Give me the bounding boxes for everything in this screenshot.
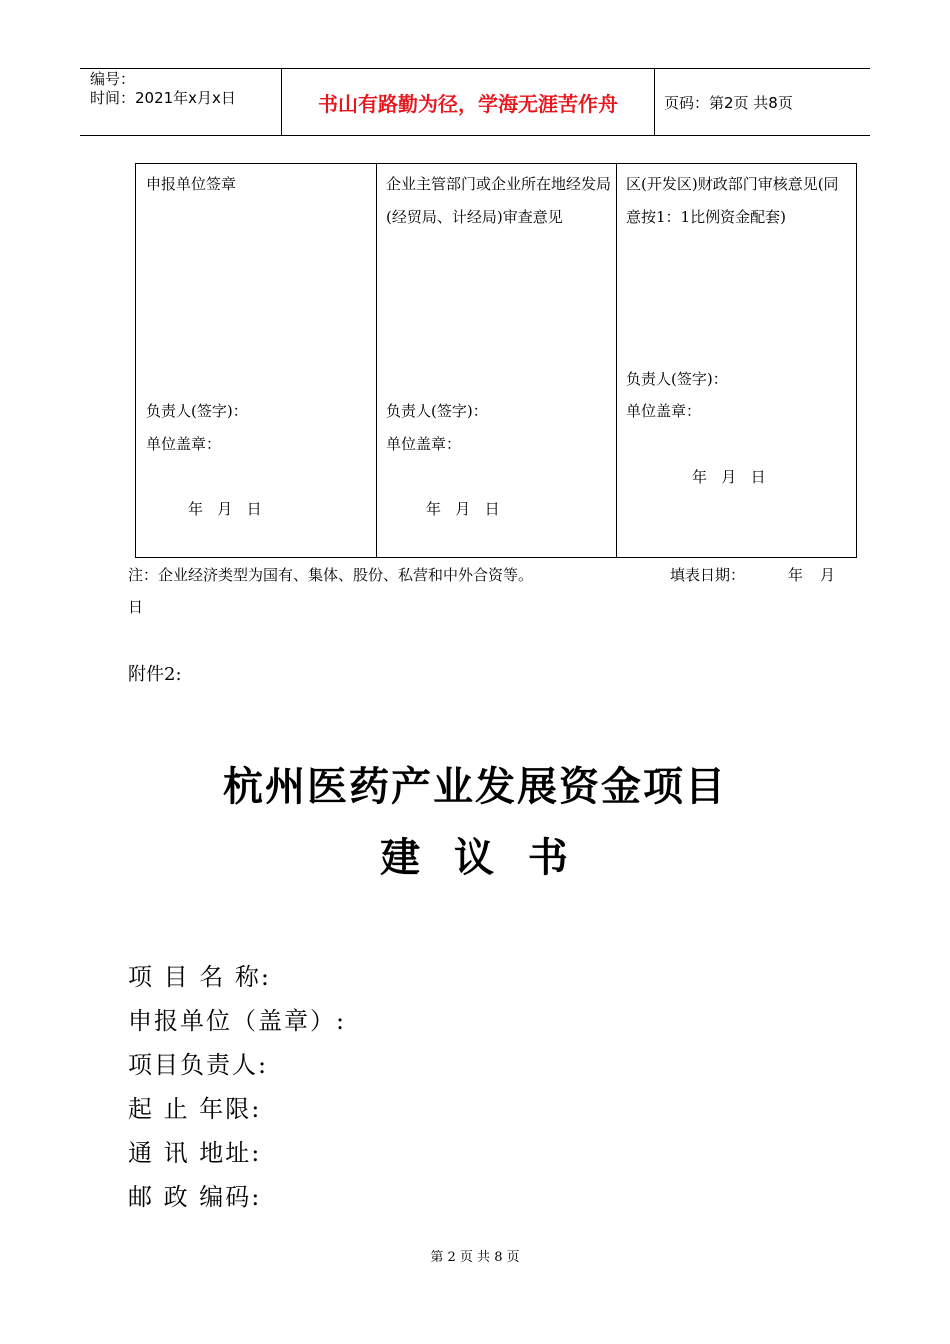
col-seal: 单位盖章：	[626, 402, 702, 420]
field-project-name: 项 目 名 称:	[128, 963, 271, 991]
field-project-leader: 项目负责人:	[128, 1051, 269, 1079]
header-time: 时间：2021年x月x日	[90, 89, 236, 107]
document-title: 杭州医药产业发展资金项目	[223, 764, 727, 810]
approval-col-department	[376, 164, 617, 557]
col-signer: 负责人(签字)：	[626, 370, 728, 388]
header-motto: 书山有路勤为径，学海无涯苦作舟	[318, 92, 618, 116]
approval-table	[135, 163, 857, 558]
col-date: 年 月 日	[692, 468, 766, 486]
header-bottom-rule	[80, 135, 870, 136]
attachment-label: 附件2:	[128, 664, 182, 685]
table-note: 注：企业经济类型为国有、集体、股份、私营和中外合资等。	[128, 566, 534, 584]
header-divider-right	[654, 68, 655, 135]
approval-col-finance	[616, 164, 856, 557]
col-signer: 负责人(签字)：	[146, 402, 248, 420]
fill-date-year: 年	[788, 566, 804, 584]
field-applicant-seal: 申报单位（盖章）:	[128, 1007, 347, 1035]
col-signer: 负责人(签字)：	[386, 402, 488, 420]
field-address: 通 讯 地址:	[128, 1139, 262, 1167]
col-date: 年 月 日	[426, 500, 500, 518]
col-title: 企业主管部门或企业所在地经发局(经贸局、计经局)审查意见	[386, 175, 612, 226]
col-title: 区(开发区)财政部门审核意见(同意按1：1比例资金配套)	[626, 175, 839, 226]
header-top-rule	[80, 68, 870, 69]
fill-date-day: 日	[128, 598, 144, 616]
col-seal: 单位盖章：	[386, 435, 462, 453]
header-number: 编号：	[90, 70, 136, 88]
fill-date-label: 填表日期：	[670, 566, 746, 584]
col-title: 申报单位签章	[146, 175, 237, 193]
fill-date-month: 月	[820, 566, 836, 584]
field-postal-code: 邮 政 编码:	[128, 1183, 262, 1211]
field-duration: 起 止 年限:	[128, 1095, 262, 1123]
header-info	[90, 70, 236, 108]
page-footer: 第 2 页 共 8 页	[430, 1250, 520, 1265]
header-page-number: 页码：第2页 共8页	[664, 94, 793, 112]
document-subtitle: 建 议 书	[380, 835, 570, 881]
col-date: 年 月 日	[188, 500, 262, 518]
col-seal: 单位盖章：	[146, 435, 222, 453]
approval-col-applicant	[136, 164, 377, 557]
